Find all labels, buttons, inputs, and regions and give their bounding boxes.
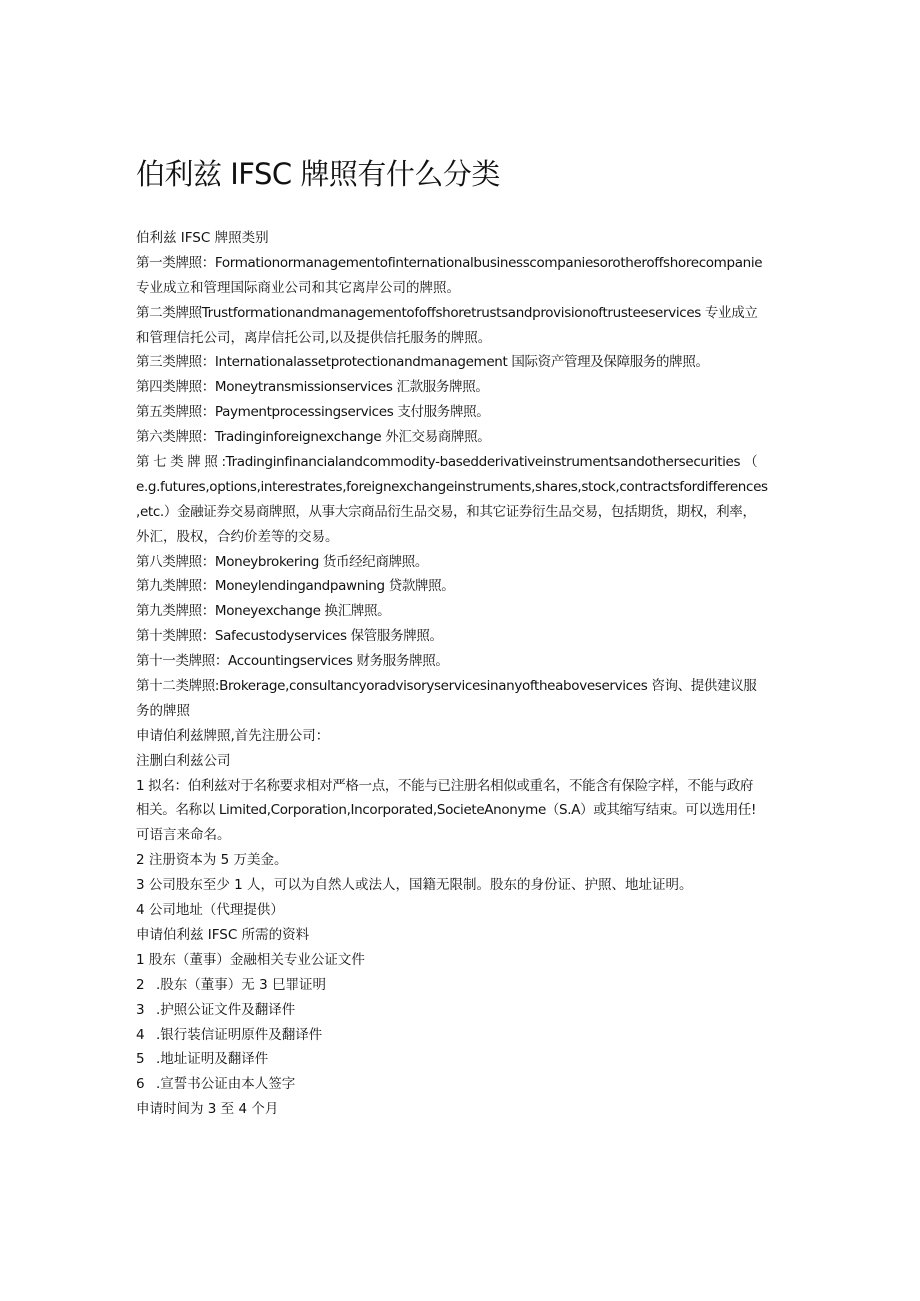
list-text: .股东（董事）无 3 巳罪证明: [156, 976, 326, 993]
body-line: 伯利兹 IFSC 牌照类别: [136, 230, 269, 246]
list-number: 2: [136, 976, 145, 993]
body-line: 专业成立和管理国际商业公司和其它离岸公司的牌照。: [136, 279, 460, 296]
body-line: 第九类牌照：Moneylendingandpawning 贷款牌照。: [136, 578, 455, 595]
body-line: 和管理信托公司，离岸信托公司,以及提供信托服务的牌照。: [136, 329, 492, 346]
body-line: 第九类牌照：Moneyexchange 换汇牌照。: [136, 603, 391, 620]
list-item: [136, 973, 796, 998]
body-line: 第十二类牌照:Brokerage,consultancyoradvisoryservicesinanyoftheaboveservices 咨询、提供建议服: [136, 678, 757, 695]
body-line: 可语言来命名。: [136, 827, 231, 844]
body-line: ,etc.）金融证券交易商牌照，从事大宗商品衍生品交易，和其它证券衍生品交易，包括期货，期权，利率，: [136, 503, 756, 520]
list-item: [136, 1072, 796, 1097]
list-number: 5: [136, 1051, 145, 1068]
list-item: [136, 1047, 796, 1072]
body-line: 第五类牌照：Paymentprocessingservices 支付服务牌照。: [136, 404, 490, 421]
body-line: e.g.futures,options,interestrates,foreignexchangeinstruments,shares,stock,contractsfordifferences: [136, 478, 768, 495]
body-line: 第三类牌照：Internationalassetprotectionandmanagement 国际资产管理及保障服务的牌照。: [136, 354, 709, 371]
body-line: 1 股东（董事）金融相关专业公证文件: [136, 951, 365, 968]
body-line: 申请伯利兹 IFSC 所需的资料: [136, 926, 310, 943]
document-body: [136, 226, 796, 1122]
body-line: 第四类牌照：Moneytransmissionservices 汇款服务牌照。: [136, 379, 489, 396]
list-item: [136, 1023, 796, 1048]
list-text: .银行装信证明原件及翻译件: [156, 1026, 323, 1043]
body-line: 第二类牌照Trustformationandmanagementofoffshoretrustsandprovisionoftrusteeservices 专业成立: [136, 304, 758, 321]
document-title: 伯利兹 IFSC 牌照有什么分类: [136, 157, 500, 191]
list-text: .护照公证文件及翻译件: [156, 1001, 296, 1018]
body-line: 务的牌照: [136, 702, 190, 719]
body-line: 第六类牌照：Tradinginforeignexchange 外汇交易商牌照。: [136, 429, 491, 446]
body-line: 申请伯利兹牌照,首先注册公司：: [136, 727, 330, 744]
body-line: 外汇，股权，合约价差等的交易。: [136, 528, 339, 545]
body-line: 第十一类牌照：Accountingservices 财务服务牌照。: [136, 653, 449, 670]
list-item: [136, 998, 796, 1023]
body-line: 4 公司地址（代理提供）: [136, 902, 284, 919]
body-line: 第 七 类 牌 照 :Tradinginfinancialandcommodity-basedderivativeinstrumentsandothersecurities （: [136, 454, 758, 471]
list-text: .宣誓书公证由本人签字: [156, 1076, 296, 1093]
body-line: 2 注册资本为 5 万美金。: [136, 852, 288, 869]
body-line: 注删白利兹公司: [136, 752, 231, 769]
list-number: 6: [136, 1076, 145, 1093]
body-line: 第一类牌照：Formationormanagementofinternationalbusinesscompaniesorotheroffshorecompanie: [136, 254, 763, 271]
list-number: 3: [136, 1001, 145, 1018]
application-time: 申请时间为 3 至 4 个月: [136, 1101, 279, 1118]
body-line: 相关。名称以 Limited,Corporation,Incorporated,SocieteAnonyme（S.A）或其缩写结束。可以选用任!: [136, 802, 757, 819]
body-line: 1 拟名：伯利兹对于名称要求相对严格一点，不能与已注册名相似或重名，不能含有保险字样，不能与政府: [136, 777, 754, 794]
list-text: .地址证明及翻译件: [156, 1051, 269, 1068]
list-number: 4: [136, 1026, 145, 1043]
body-line: 第十类牌照：Safecustodyservices 保管服务牌照。: [136, 628, 443, 645]
body-line: 第八类牌照：Moneybrokering 货币经纪商牌照。: [136, 553, 429, 570]
body-line: 3 公司股东至少 1 人，可以为自然人或法人，国籍无限制。股东的身份证、护照、地址证明。: [136, 877, 693, 894]
